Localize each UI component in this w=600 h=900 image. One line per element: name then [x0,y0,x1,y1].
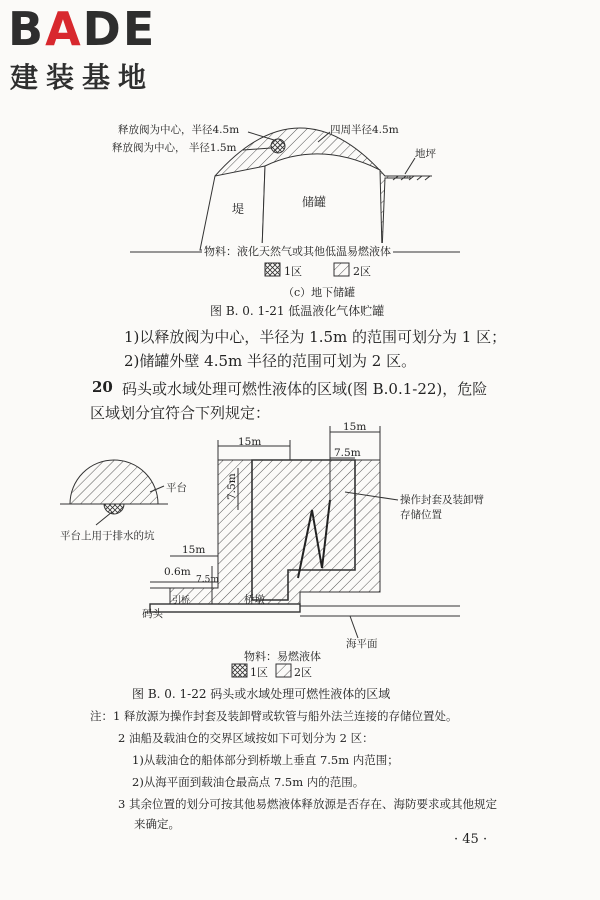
label-dike: 堤 [232,202,245,216]
label-around-4-5m: 四周半径4.5m [330,124,399,136]
fig21-caption: 图 B. 0. 1-21 低温液化气体贮罐 [210,304,385,318]
clause-line-1: 码头或水域处理可燃性液体的区域(图 B.0.1-22)，危险 [122,380,488,398]
fig22-legend-zone2: 2区 [294,666,312,679]
fig22-material: 物料：易燃液体 [244,650,321,663]
note-1: 注：1 释放源为操作封套及装卸臂或软管与船外法兰连接的存储位置处。 [90,709,458,723]
logo-subtitle: 建装基地 [10,61,155,94]
dim-0-6m: 0.6m [164,566,191,578]
fig22-legend-zone1: 1区 [250,666,268,679]
label-ground: 地坪 [415,148,436,160]
label-pier: 码头 [142,608,163,620]
label-sea-level: 海平面 [346,638,378,650]
note-2b: 2)从海平面到载油仓最高点 7.5m 内的范围。 [132,775,365,789]
logo-brand: BADE [8,2,157,56]
note-2a: 1)从载油仓的船体部分到桥墩上垂直 7.5m 内范围； [132,753,399,767]
label-sump: 平台上用于排水的坑 [60,530,155,542]
label-storage-position: 存储位置 [400,509,442,521]
dim-7-5m-side: 7.5m [226,473,238,500]
note-3a: 3 其余位置的划分可按其他易燃液体释放源是否存在、海防要求或其他规定 [118,797,497,811]
dim-7-5m-top: 7.5m [334,447,361,459]
label-ship: 引桥 [172,596,191,606]
fig21-subcaption: （c）地下储罐 [283,286,356,299]
fig22-caption: 图 B. 0. 1-22 码头或水域处理可燃性液体的区域 [132,687,391,701]
dim-15m-lower: 15m [182,544,206,556]
fig21-legend-zone2: 2区 [353,265,371,278]
label-valve-4-5m: 释放阀为中心，半径4.5m [118,124,240,136]
fig21-material: 物料：液化天然气或其他低温易燃液体 [204,245,391,258]
label-valve-1-5m: 释放阀为中心， 半径1.5m [112,142,237,154]
label-bridge: 桥墩 [244,594,265,606]
label-operation-envelope: 操作封套及装卸臂 [400,494,484,506]
note-2: 2 油船及载油仓的交界区域按如下可划分为 2 区： [118,731,374,745]
label-tank: 储罐 [302,195,327,209]
label-platform: 平台 [166,482,187,494]
note-3b: 来确定。 [134,817,180,831]
dim-7-5m-lower: 7.5m [196,575,219,585]
page-number: · 45 · [454,832,488,847]
fig21-legend-zone1: 1区 [284,265,302,278]
clause-line-2: 区域划分宜符合下列规定： [90,404,271,422]
paragraph-item-1: 1)以释放阀为中心，半径为 1.5m 的范围可划分为 1 区； [124,328,507,346]
dim-15m-right: 15m [343,421,367,433]
dim-15m-top: 15m [238,436,262,448]
clause-number: 20 [92,378,113,396]
paragraph-item-2: 2)储罐外壁 4.5m 半径的范围可划为 2 区。 [124,352,417,370]
